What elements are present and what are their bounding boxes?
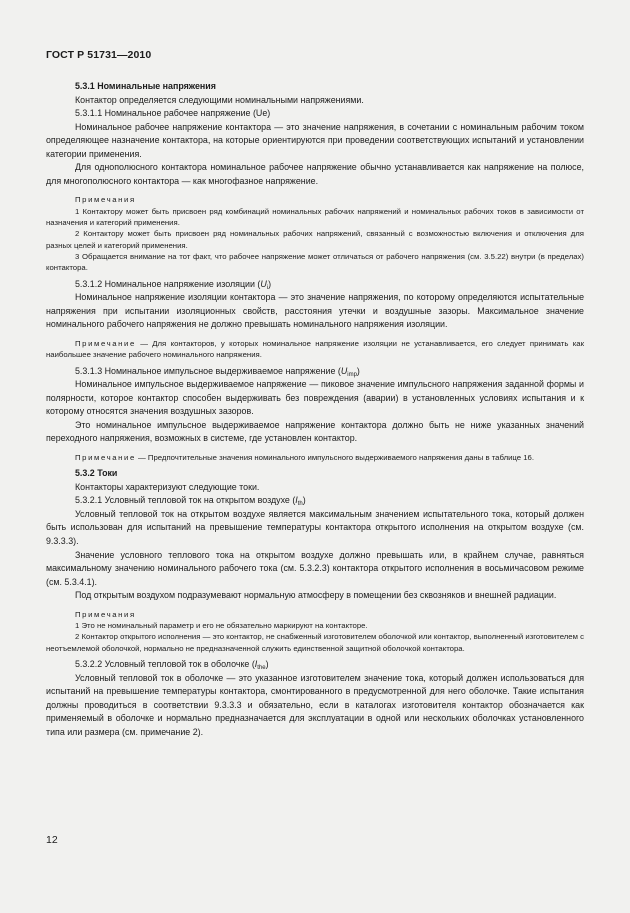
notes-label: Примечания [75,609,136,619]
paragraph: Условный тепловой ток на открытом воздухе является максимальным значением испытательного тока, который должен быть использован для испытаний на превышение температуры контактора открытого исполнения на открытом воздухе (см. 9.3.3.3). [46,508,584,547]
note: 3 Обращается внимание на тот факт, что рабочее напряжение может отличаться от рабочего напряжения (см. 3.5.22) внутри (в пределах) контактора. [46,252,584,273]
page-content [46,80,584,739]
paragraph: Условный тепловой ток в оболочке — это указанное изготовителем значение тока, который должен использоваться для испытаний на превышение температуры контактора, смонтированного в предусмотренной для него оболочке. Такие испытания должны проводиться в соответствии 9.3.3.3 и обязательно, если в каталогах изготовителя контактор обозначается как применяемый в оболочке и нормально предназначается для эксплуатации в одной или нескольких оболочках установленного типа или размера (см. примечание 2). [46,672,584,737]
paragraph: Под открытым воздухом подразумевают нормальную атмосферу в помещении без сквозняков и внешней радиации. [75,590,557,601]
page-number: 12 [46,834,58,846]
notes-label: Примечания [75,195,136,205]
note: 2 Контактору может быть присвоен ряд номинальных рабочих напряжений, связанный с возможностью включения и отключения для разных целей и категорий применения. [46,229,584,250]
note: Примечание — Для контакторов, у которых номинальное напряжение изоляции не устанавливается, его следует принимать как наибольшее значение рабочего номинального напряжения. [46,338,584,360]
subsection-heading-5-3-2-1: 5.3.2.1 Условный тепловой ток на открытом воздухе $(I_{th})$ [75,495,306,508]
paragraph: Контактор определяется следующими номинальными напряжениями. [75,94,364,105]
subsection-heading-5-3-2-2: 5.3.2.2 Условный тепловой ток в оболочке $(I_{the})$ [75,659,269,672]
subsection-heading-5-3-1-3: 5.3.1.3 Номинальное импульсное выдерживаемое напряжение $(U_{imp})$ [75,365,360,378]
paragraph: Номинальное рабочее напряжение контактора — это значение напряжения, в сочетании с номинальным рабочим током определяющее назначение контактора, на которые ориентируются при проведении соответствующих испытаний и установлении категории применения. [46,121,584,159]
subsection-heading-5-3-1-1: 5.3.1.1 Номинальное рабочее напряжение (Ue) [75,108,271,119]
note: 1 Контактору может быть присвоен ряд комбинаций номинальных рабочих напряжений и номинальных рабочих токов в зависимости от назначения и категорий применения. [46,206,584,228]
paragraph: Контакторы характеризуют следующие токи. [75,481,260,492]
paragraph: Для однополюсного контактора номинальное рабочее напряжение обычно устанавливается как напряжение на полюсе, для многополюсного контактора — как многофазное напряжение. [46,162,584,186]
section-heading-5-3-1: 5.3.1 Номинальные напряжения [75,81,216,91]
paragraph: Значение условного теплового тока на открытом воздухе должно превышать или, в крайнем случае, равняться максимальному значению номинального рабочего тока (см. 5.3.2.3) контактора открытого исполнения в восьмичасовом режиме (см. 5.3.4.1). [46,549,584,587]
note: 2 Контактор открытого исполнения — это контактор, не снабженный изготовителем оболочкой или контактор, выполненный изготовителем с неотъемлемой оболочкой, нормально не предназначенной служить единственной защитной оболочкой контактора. [46,632,584,653]
standard-number: ГОСТ Р 51731—2010 [46,49,152,61]
paragraph: Это номинальное импульсное выдерживаемое напряжение контактора должно быть не ниже указанных значений переходного напряжения, возможных в системе, где установлен контактор. [46,419,584,444]
note: Примечание — Предпочтительные значения номинального импульсного выдерживаемого напряжения даны в таблице 16. [75,452,535,462]
paragraph: Номинальное напряжение изоляции контактора — это значение напряжения, по которому определяются испытательные напряжения при испытании изоляционных свойств, расстояния утечки и воздушные зазоры. Максимальное значение номинального рабочего напряжения не должно превышать номинального напряжения изоляции. [46,292,584,330]
section-heading-5-3-2: 5.3.2 Токи [75,468,118,479]
subsection-heading-5-3-1-2: 5.3.1.2 Номинальное напряжение изоляции $(U_i)$ [75,278,272,291]
paragraph: Номинальное импульсное выдерживаемое напряжение — пиковое значение импульсного напряжения заданной формы и полярности, которое контактор способен выдерживать без повреждения (аварии) в установленных условиях испытания и к которому относятся значения воздушных зазоров. [46,379,584,417]
note: 1 Это не номинальный параметр и его не обязательно маркируют на контакторе. [75,621,368,631]
